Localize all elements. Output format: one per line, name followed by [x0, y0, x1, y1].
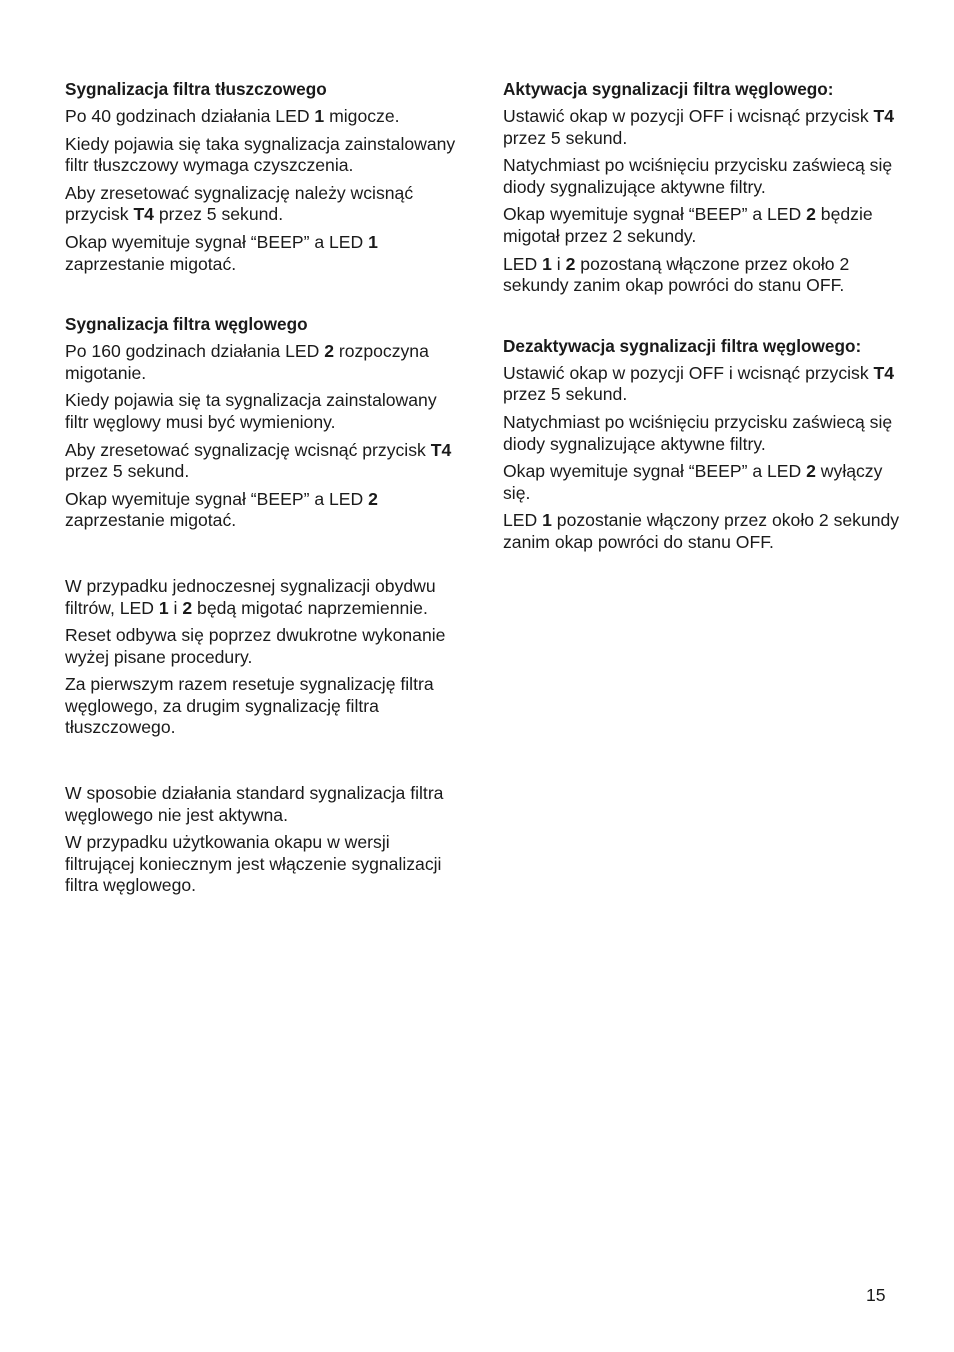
section-heading: Sygnalizacja filtra węglowego — [65, 314, 308, 335]
section-gap — [503, 303, 903, 336]
section-activation — [503, 79, 903, 297]
paragraph: Za pierwszym razem resetuje sygnalizację filtra węglowego, za drugim sygnalizację filtra tłuszczowego. — [65, 674, 434, 738]
paragraph: W przypadku jednoczesnej sygnalizacji obydwu filtrów, LED 1 i 2 będą migotać naprzemiennie. — [65, 575, 436, 618]
paragraph: Okap wyemituje sygnał “BEEP” a LED 2 wyłączy się. — [503, 461, 883, 503]
paragraph: Ustawić okap w pozycji OFF i wcisnąć przycisk T4 przez 5 sekund. — [503, 106, 895, 148]
right-column — [503, 79, 903, 560]
left-column — [65, 79, 460, 903]
section-standard-mode — [65, 783, 460, 897]
section-simultaneous-signal — [65, 576, 460, 739]
section-gap — [65, 538, 460, 576]
section-heading: Sygnalizacja filtra tłuszczowego — [65, 79, 327, 99]
paragraph: LED 1 pozostanie włączony przez około 2 sekundy zanim okap powróci do stanu OFF. — [503, 510, 900, 552]
section-deactivation — [503, 336, 903, 554]
paragraph: Aby zresetować sygnalizację wcisnąć przycisk T4 przez 5 sekund. — [65, 439, 452, 482]
section-heading: Dezaktywacja sygnalizacji filtra węglowego: — [503, 335, 862, 356]
paragraph: W przypadku użytkowania okapu w wersji filtrującej koniecznym jest włączenie sygnalizacji filtra węglowego. — [65, 832, 442, 896]
paragraph: Okap wyemituje sygnał “BEEP” a LED 2 zaprzestanie migotać. — [65, 488, 378, 531]
section-carbon-filter-signal — [65, 314, 460, 532]
section-gap — [65, 745, 460, 783]
section-grease-filter-signal — [65, 79, 460, 275]
page-number: 15 — [866, 1285, 886, 1305]
paragraph: Po 40 godzinach działania LED 1 migocze. — [65, 106, 400, 126]
paragraph: Natychmiast po wciśnięciu przycisku zaświecą się diody sygnalizujące aktywne filtry. — [503, 411, 893, 454]
paragraph: Ustawić okap w pozycji OFF i wcisnąć przycisk T4 przez 5 sekund. — [503, 362, 895, 405]
paragraph: Kiedy pojawia się taka sygnalizacja zainstalowany filtr tłuszczowy wymaga czyszczenia. — [65, 133, 456, 176]
paragraph: Kiedy pojawia się ta sygnalizacja zainstalowany filtr węglowy musi być wymieniony. — [65, 390, 437, 432]
section-heading: Aktywacja sygnalizacji filtra węglowego: — [503, 79, 834, 99]
paragraph: Aby zresetować sygnalizację należy wcisnąć przycisk T4 przez 5 sekund. — [65, 182, 414, 225]
paragraph: Reset odbywa się poprzez dwukrotne wykonanie wyżej pisane procedury. — [65, 625, 446, 667]
section-gap — [65, 281, 460, 314]
paragraph: Okap wyemituje sygnał “BEEP” a LED 2 będzie migotał przez 2 sekundy. — [503, 204, 873, 246]
paragraph: Po 160 godzinach działania LED 2 rozpoczyna migotanie. — [65, 341, 429, 383]
paragraph: Natychmiast po wciśnięciu przycisku zaświecą się diody sygnalizujące aktywne filtry. — [503, 155, 893, 197]
paragraph: W sposobie działania standard sygnalizacja filtra węglowego nie jest aktywna. — [65, 783, 444, 825]
paragraph: Okap wyemituje sygnał “BEEP” a LED 1 zaprzestanie migotać. — [65, 231, 378, 274]
paragraph: LED 1 i 2 pozostaną włączone przez około 2 sekundy zanim okap powróci do stanu OFF. — [503, 253, 850, 296]
